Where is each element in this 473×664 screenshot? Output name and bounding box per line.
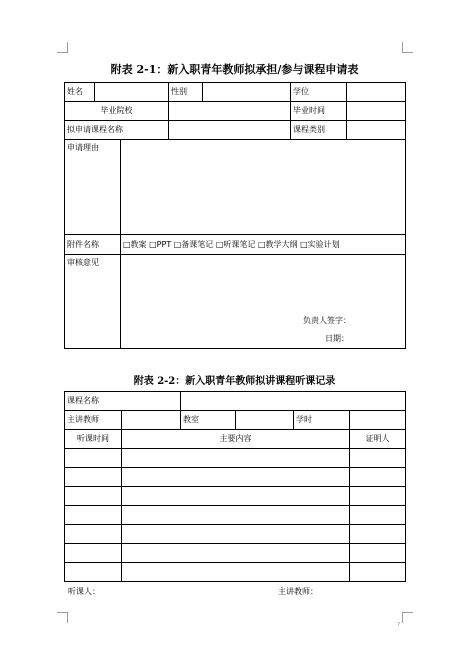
time-cell[interactable] [65, 468, 122, 487]
table-row [65, 449, 406, 468]
lecturer-signature-label: 主讲教师： [278, 587, 318, 596]
witness-cell[interactable] [350, 487, 406, 506]
course-name-field[interactable] [169, 121, 291, 140]
school-label: 毕业院校 [65, 102, 169, 121]
witness-cell[interactable] [350, 544, 406, 563]
gender-field[interactable] [203, 83, 291, 102]
content-cell[interactable] [122, 506, 350, 525]
hours-label: 学时 [294, 411, 350, 430]
reason-field[interactable] [121, 140, 406, 235]
attachment-option[interactable]: □听课笔记 [215, 239, 256, 249]
lecturer-label: 主讲教师 [65, 411, 122, 430]
form2-title: 附表 2-2：新入职青年教师拟讲课程听课记录 [133, 376, 336, 387]
witness-cell[interactable] [350, 525, 406, 544]
grad-time-label: 毕业时间 [291, 102, 347, 121]
classroom-field[interactable] [236, 411, 294, 430]
attachment-label: 附件名称 [65, 235, 121, 255]
page-number: 7 [397, 622, 401, 628]
time-cell[interactable] [65, 487, 122, 506]
gender-label: 性别 [169, 83, 203, 102]
course-type-field[interactable] [347, 121, 406, 140]
content-cell[interactable] [122, 563, 350, 582]
witness-cell[interactable] [350, 468, 406, 487]
table-row [65, 563, 406, 582]
attachment-options [121, 235, 406, 255]
crop-mark-top-left [57, 42, 68, 53]
classroom-label: 教室 [181, 411, 236, 430]
time-cell[interactable] [65, 563, 122, 582]
table-row [65, 487, 406, 506]
content-cell[interactable] [122, 468, 350, 487]
content-cell[interactable] [122, 525, 350, 544]
course-label: 课程名称 [65, 392, 181, 411]
content-cell[interactable] [122, 544, 350, 563]
table-row [65, 544, 406, 563]
date-label: 日期： [325, 334, 349, 343]
time-cell[interactable] [65, 525, 122, 544]
review-field[interactable] [121, 255, 406, 349]
review-label: 审核意见 [65, 255, 121, 349]
lecturer-field[interactable] [122, 411, 181, 430]
col-header-witness: 证明人 [350, 430, 406, 449]
degree-label: 学位 [291, 83, 347, 102]
witness-cell[interactable] [350, 563, 406, 582]
course-field[interactable] [181, 392, 406, 411]
attendance-record-table [64, 391, 406, 582]
attachment-option[interactable]: □PPT [149, 239, 172, 249]
form1-title: 附表 2-1：新入职青年教师拟承担/参与课程申请表 [110, 63, 359, 76]
witness-cell[interactable] [350, 506, 406, 525]
listener-signature-label: 听课人： [68, 587, 100, 596]
content-cell[interactable] [122, 449, 350, 468]
course-name-label: 拟申请课程名称 [65, 121, 169, 140]
table-row [65, 468, 406, 487]
col-header-content: 主要内容 [122, 430, 350, 449]
time-cell[interactable] [65, 449, 122, 468]
crop-mark-top-right [402, 42, 413, 53]
crop-mark-bottom-right [402, 612, 413, 623]
attachment-option[interactable]: □教案 [123, 239, 147, 249]
attachment-option[interactable]: □备课笔记 [173, 239, 214, 249]
content-cell[interactable] [122, 487, 350, 506]
course-type-label: 课程类别 [291, 121, 347, 140]
grad-time-field[interactable] [347, 102, 406, 121]
school-field[interactable] [169, 102, 291, 121]
name-field[interactable] [95, 83, 169, 102]
time-cell[interactable] [65, 544, 122, 563]
application-form-table [64, 82, 406, 349]
col-header-time: 听课时间 [65, 430, 122, 449]
signer-label: 负责人签字： [303, 316, 351, 325]
attachment-option[interactable]: □实验计划 [300, 239, 340, 249]
table-row [65, 506, 406, 525]
hours-field[interactable] [350, 411, 406, 430]
record-rows [65, 449, 406, 582]
degree-field[interactable] [347, 83, 406, 102]
witness-cell[interactable] [350, 449, 406, 468]
table-row [65, 525, 406, 544]
name-label: 姓名 [65, 83, 95, 102]
reason-label: 申请理由 [65, 140, 121, 235]
attachment-option[interactable]: □教学大纲 [257, 239, 298, 249]
crop-mark-bottom-left [57, 612, 68, 623]
time-cell[interactable] [65, 506, 122, 525]
